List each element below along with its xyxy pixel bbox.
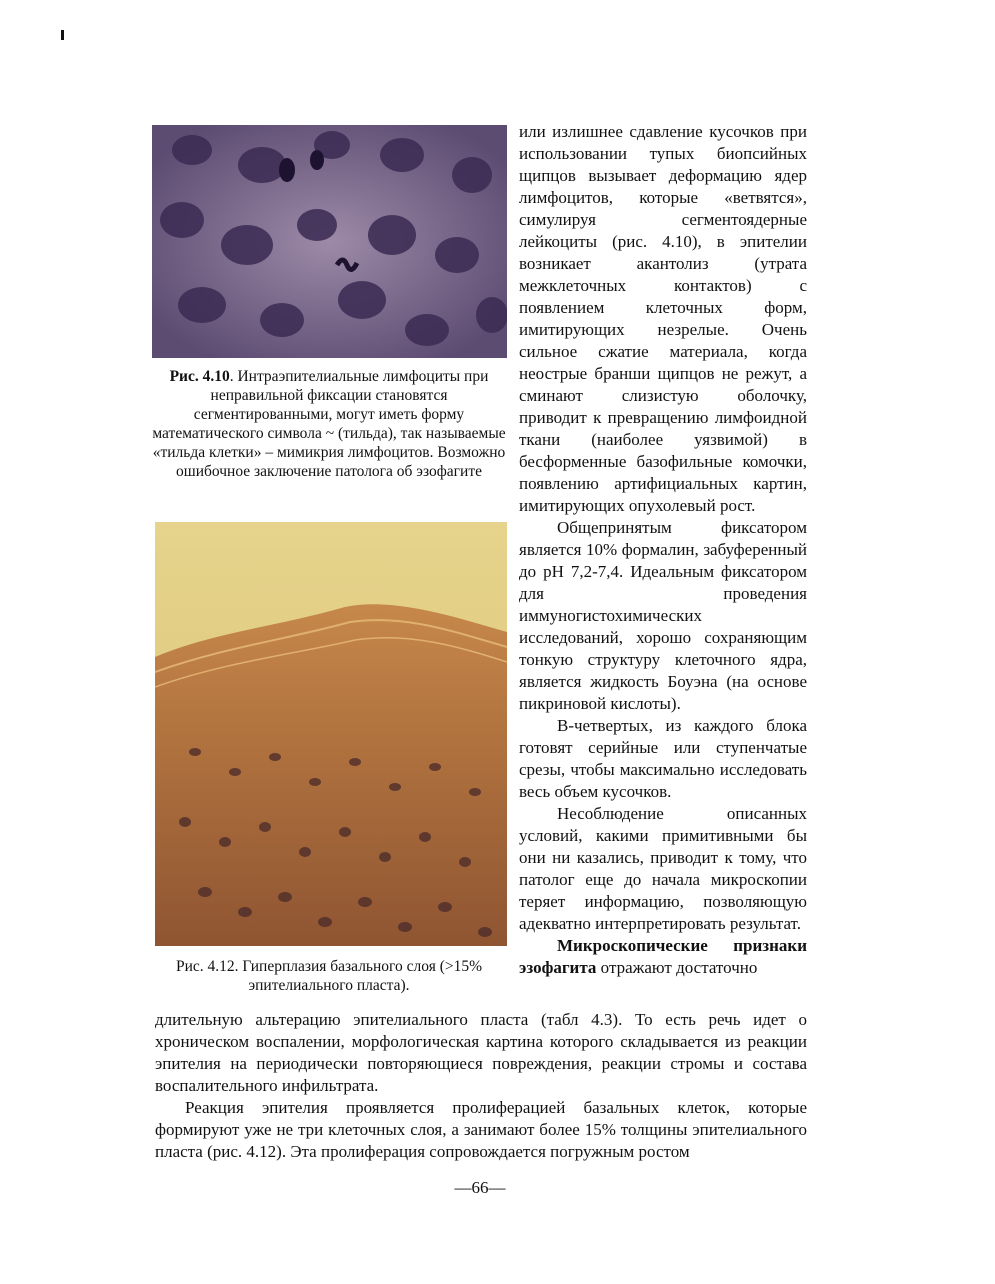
right-text-column [519, 121, 807, 979]
figure-4-10-caption-text: . Интраэпителиальные лимфоциты при неправильной фиксации становятся сегментированными, могут иметь форму математического символа ~ (тильда), так называемые «тильда клетки» – мимикрия лимфоцитов. Возможно ошибочное заключение патолога об эзофагите [152, 368, 506, 480]
paragraph-2: Общепринятым фиксатором является 10% формалин, забуференный до pH 7,2-7,4. Идеальным фиксатором для проведения иммуногистохимических исследований, хорошо сохраняющим тонкую структуру клеточного ядра, является жидкость Боуэна (на основе пикриновой кислоты). [519, 518, 807, 713]
micrograph-4-10-image [152, 125, 507, 358]
figure-4-12-caption: Рис. 4.12. Гиперплазия базального слоя (>15% эпителиального пласта). [175, 958, 483, 994]
paragraph-4: Несоблюдение описанных условий, какими примитивными бы они ни казались, приводит к тому, что патолог еще до начала микроскопии теряет информацию, позволяющую адекватно интерпретировать результат. [519, 804, 807, 933]
page-number: —66— [454, 1178, 506, 1197]
paragraph-5-start-text: отражают достаточно [596, 958, 758, 977]
micrograph-figure-4-12 [155, 522, 507, 946]
paragraph-5-continued: длительную альтерацию эпителиального пласта (табл 4.3). То есть речь идет о хроническом воспалении, морфологическая картина которого складывается из реакции эпителия на периодически повторяющиеся повреждения, реакции стромы и состава воспалительного инфильтрата. [155, 1010, 807, 1095]
figure-4-10-caption [148, 367, 510, 481]
paragraph-3: В-четвертых, из каждого блока готовят серийные или ступенчатые срезы, чтобы максимально исследовать весь объем кусочков. [519, 716, 807, 801]
figure-4-10-caption-label: Рис. 4.10 [169, 368, 230, 385]
micrograph-4-12-image [155, 522, 507, 946]
section-heading-inline: Микроскопические признаки эзофагита [519, 936, 807, 977]
paragraph-6: Реакция эпителия проявляется пролиферацией базальных клеток, которые формируют уже не три клеточных слоя, а занимают более 15% толщины эпителиального пласта (рис. 4.12). Эта пролиферация сопровождается погружным ростом [155, 1098, 807, 1161]
paragraph-1: или излишнее сдавление кусочков при использовании тупых биопсийных щипцов вызывает деформацию ядер лимфоцитов, которые «ветвятся», симулируя сегментоядерные лейкоциты (рис. 4.10), в эпителии возникает акантолиз (утрата межклеточных контактов) с появлением клеточных форм, имитирующих незрелые. Очень сильное сжатие материала, когда неострые бранши щипцов не режут, а сминают слизистую оболочку, приводит к превращению лимфоидной ткани (наиболее уязвимой) в бесформенные базофильные комочки, появлению артифициальных картин, имитирующих опухолевый рост. [519, 122, 807, 515]
paragraph-5-start [519, 935, 807, 979]
scan-mark [61, 30, 64, 40]
micrograph-figure-4-10 [152, 125, 507, 358]
